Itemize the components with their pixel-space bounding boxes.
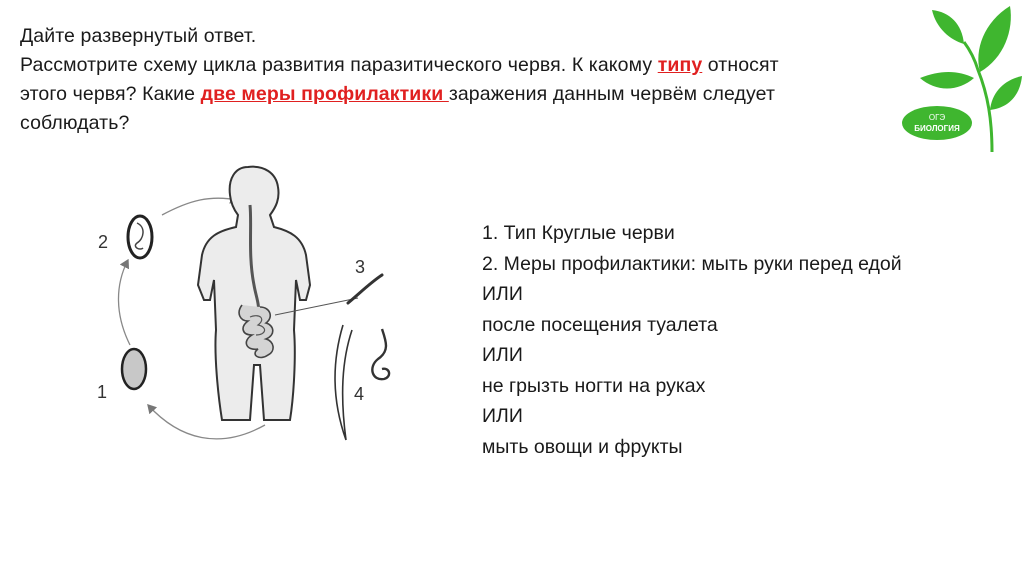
human-body-silhouette xyxy=(198,167,310,420)
diagram-label-1: 1 xyxy=(97,382,108,402)
answer-line: ИЛИ xyxy=(482,344,523,366)
highlight-type: типу xyxy=(657,54,703,76)
question-line-4: соблюдать? xyxy=(20,112,130,134)
diagram-label-3: 3 xyxy=(355,257,366,277)
question-line-2-part-b: относят xyxy=(702,54,779,76)
diagram-label-4: 4 xyxy=(354,384,365,404)
logo-text-biology: БИОЛОГИЯ xyxy=(914,124,960,133)
highlight-prevention: две меры профилактики xyxy=(200,83,449,105)
diagram-label-2: 2 xyxy=(98,232,109,252)
cycle-arrow-left xyxy=(118,260,130,345)
answer-line: не грызть ногти на руках xyxy=(482,374,706,397)
answer-line: ИЛИ xyxy=(482,405,523,427)
cycle-arrow-top xyxy=(162,198,238,215)
logo-badge xyxy=(902,106,972,140)
answer-text xyxy=(482,218,902,462)
worm-adult-small xyxy=(348,275,382,303)
question-line-3-part-a: этого червя? Какие xyxy=(20,83,201,105)
question-line-3-part-b: заражения данным червём следует xyxy=(448,83,775,105)
question-line-3 xyxy=(20,80,920,109)
oge-biology-logo xyxy=(900,0,1024,160)
logo-text-oge: ОГЭ xyxy=(928,113,946,122)
question-line-2 xyxy=(20,51,920,80)
answer-line: ИЛИ xyxy=(482,283,523,305)
worm-adult-curled xyxy=(372,329,389,379)
answer-line: после посещения туалета xyxy=(482,313,718,336)
worm-life-cycle-diagram xyxy=(90,155,410,455)
answer-line: 1. Тип Круглые черви xyxy=(482,222,675,244)
question-line-2-part-a: Рассмотрите схему цикла развития паразитического червя. К какому xyxy=(20,54,658,76)
answer-line: мыть овощи и фрукты xyxy=(482,435,683,458)
answer-line: 2. Меры профилактики: мыть руки перед едой xyxy=(482,252,902,275)
egg-with-larva xyxy=(128,216,152,258)
worm-adult-long xyxy=(335,325,352,440)
question-line-1: Дайте развернутый ответ. xyxy=(20,25,257,47)
egg xyxy=(122,349,146,389)
question-text xyxy=(20,22,920,138)
